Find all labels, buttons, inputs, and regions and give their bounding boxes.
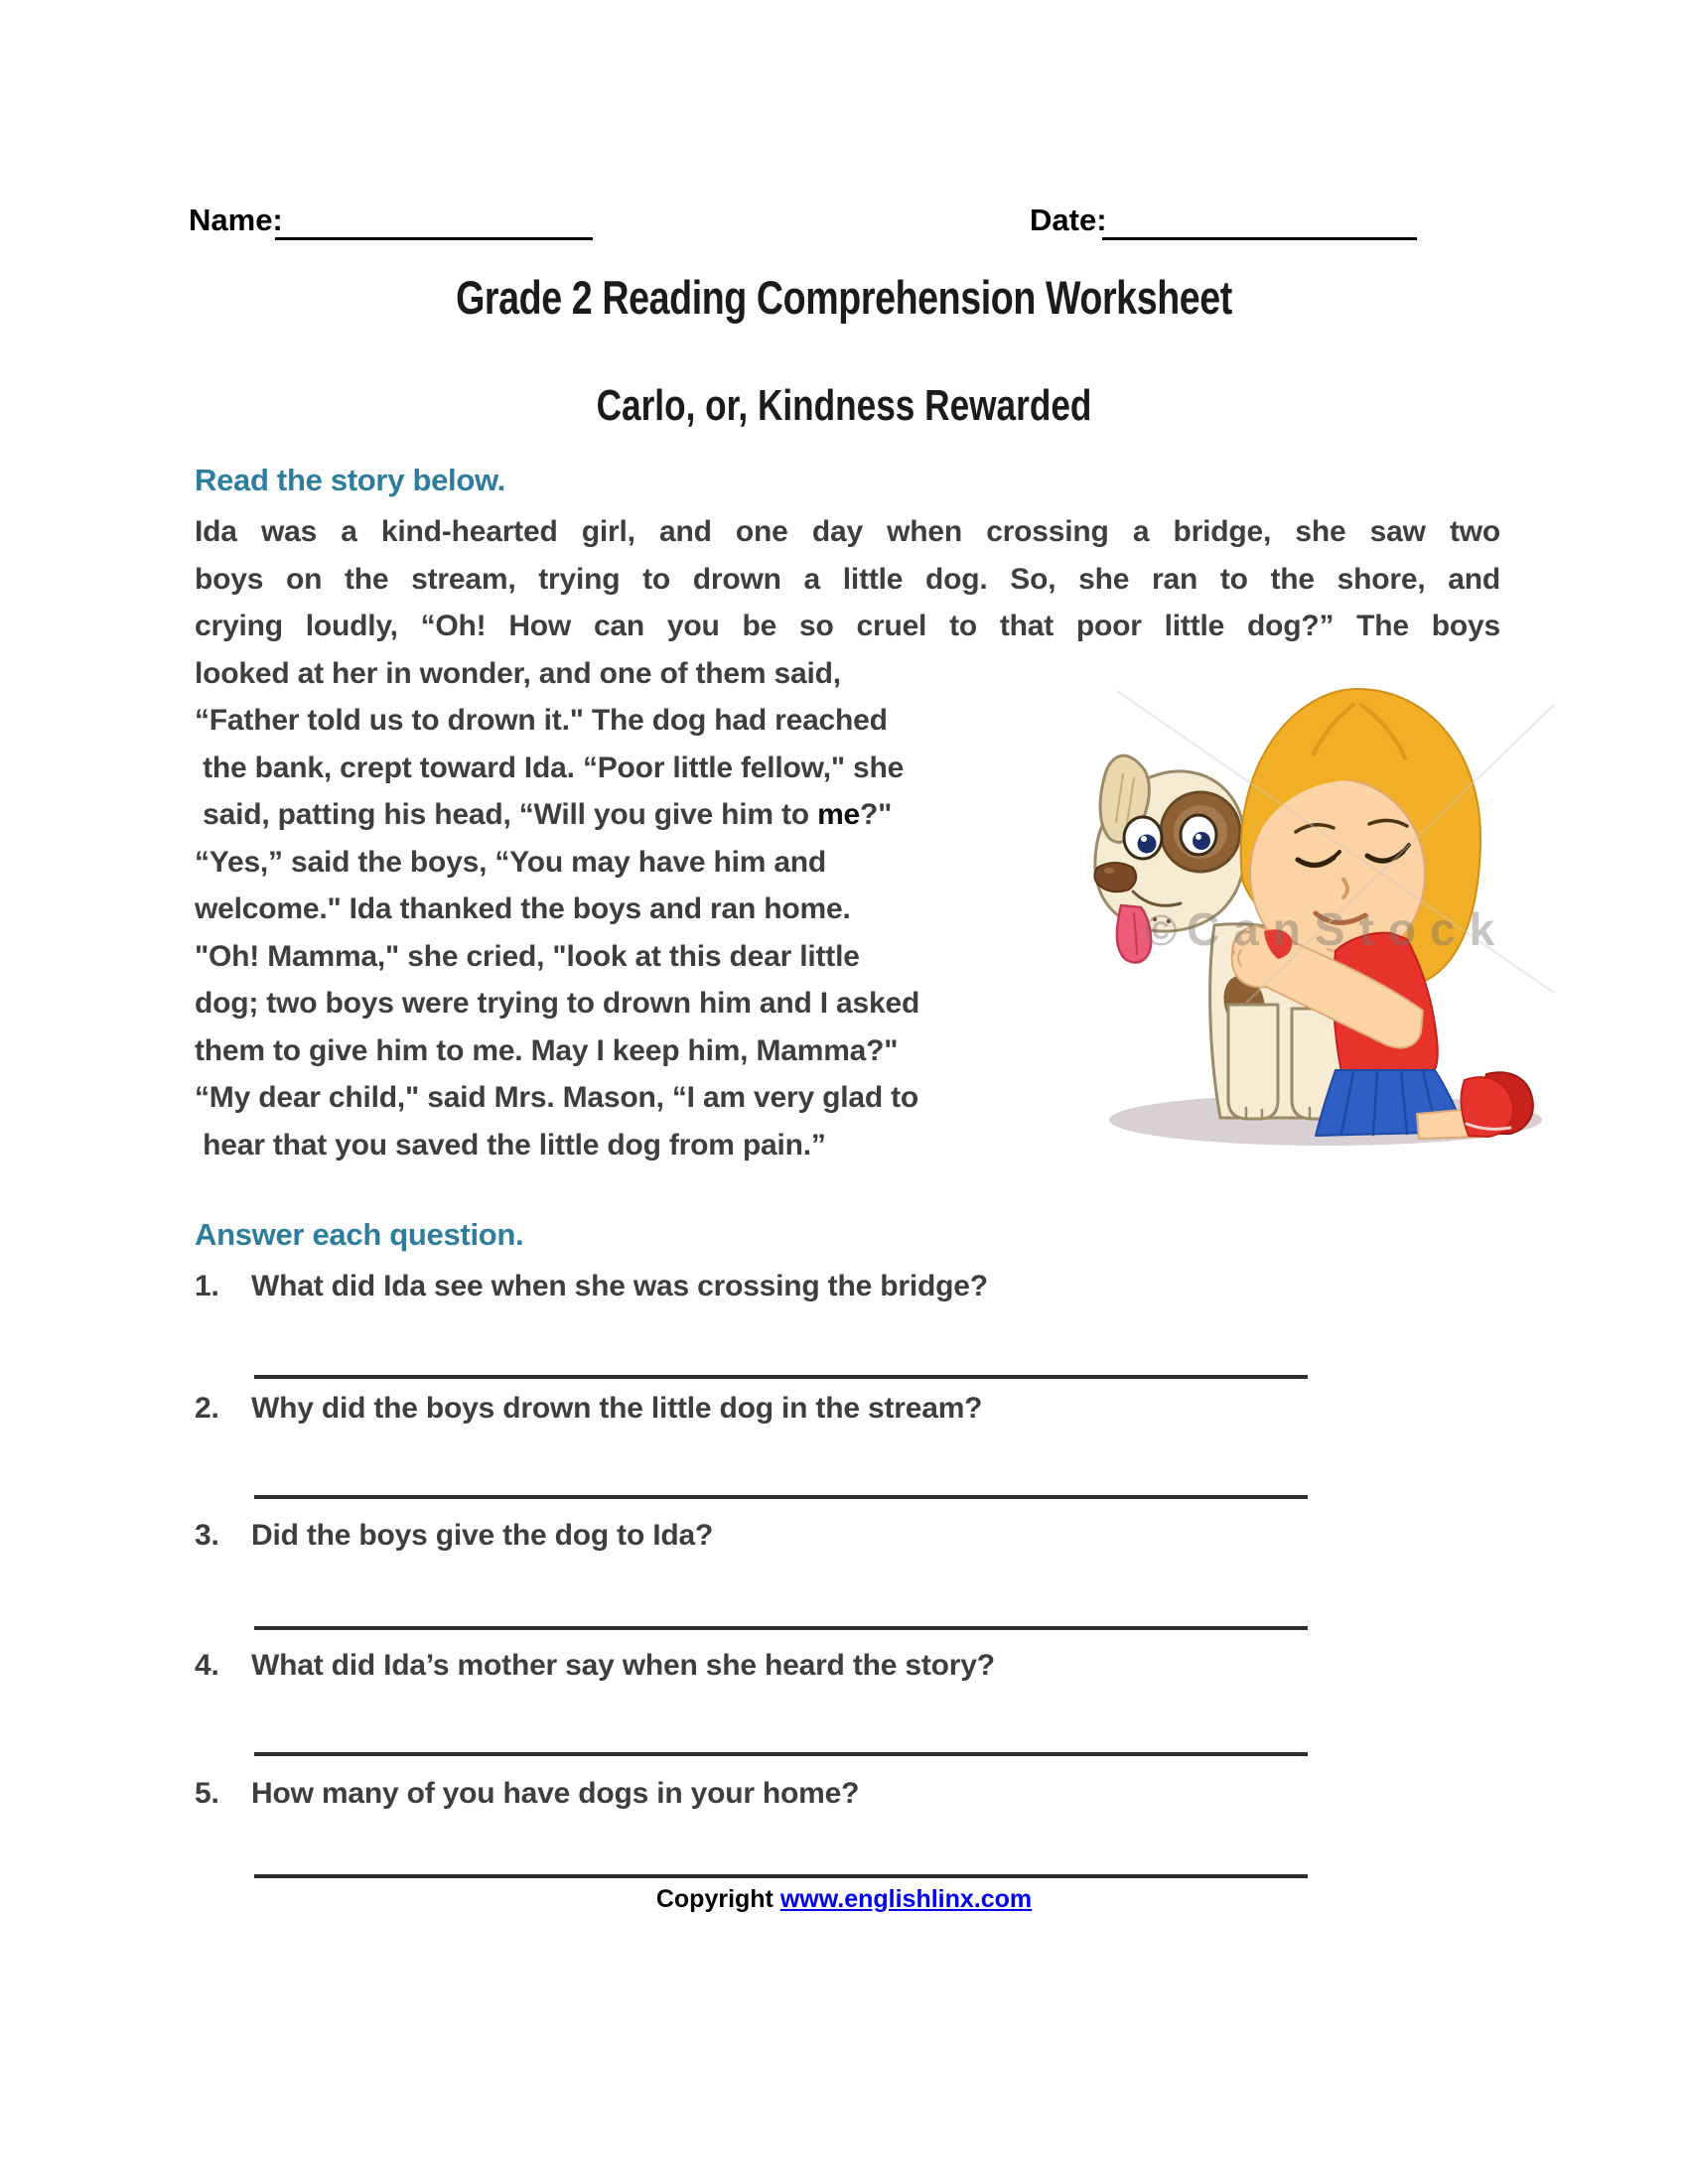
story-line: the bank, crept toward Ida. “Poor little fellow," she xyxy=(195,751,905,784)
watermark-text: CanStock xyxy=(1187,903,1509,955)
question-number: 4. xyxy=(195,1649,219,1682)
story-line: hear that you saved the little dog from pain.” xyxy=(195,1128,826,1161)
story-line: “My dear child," said Mrs. Mason, “I am very glad to xyxy=(195,1081,919,1114)
copyright-line xyxy=(0,1885,1688,1914)
question-item-1 xyxy=(195,1267,988,1306)
copyright-label: Copyright xyxy=(655,1885,774,1913)
story-line: boys on the stream, trying to drown a little dog. So, she ran to the shore, and xyxy=(195,562,1500,596)
story-line: Ida was a kind-hearted girl, and one day when crossing a bridge, she saw two xyxy=(195,515,1500,548)
story-text: ?" xyxy=(860,798,893,831)
story-line: looked at her in wonder, and one of them said, xyxy=(195,656,841,690)
question-item-5 xyxy=(195,1774,859,1814)
story-line: dog; two boys were trying to drown him and I asked xyxy=(195,987,920,1020)
answer-line-2 xyxy=(254,1495,1308,1499)
question-number: 2. xyxy=(195,1392,219,1425)
story-line: “Father told us to drown it." The dog had reached xyxy=(195,704,888,737)
date-label: Date: xyxy=(1030,203,1107,237)
date-blank-line xyxy=(1102,237,1417,240)
story-line: them to give him to me. May I keep him, Mamma?" xyxy=(195,1033,899,1067)
question-item-2 xyxy=(195,1389,982,1429)
copyright-link[interactable]: www.englishlinx.com xyxy=(779,1885,1033,1913)
read-instruction: Read the story below. xyxy=(195,463,505,497)
story-text: said, patting his head, “Will you give him to xyxy=(195,798,818,831)
answer-line-1 xyxy=(254,1375,1308,1379)
answer-instruction: Answer each question. xyxy=(195,1217,524,1252)
question-item-4 xyxy=(195,1646,995,1686)
worksheet-title: Grade 2 Reading Comprehension Worksheet xyxy=(456,271,1232,324)
question-number: 3. xyxy=(195,1519,219,1552)
question-item-3 xyxy=(195,1516,713,1556)
question-number: 5. xyxy=(195,1777,219,1810)
question-text: Why did the boys drown the little dog in the stream? xyxy=(251,1392,983,1425)
question-text: Did the boys give the dog to Ida? xyxy=(251,1519,714,1552)
answer-line-3 xyxy=(254,1626,1308,1630)
question-number: 1. xyxy=(195,1270,219,1302)
answer-line-5 xyxy=(254,1874,1308,1878)
question-text: What did Ida see when she was crossing the bridge? xyxy=(251,1270,988,1302)
girl-hugging-dog-illustration xyxy=(1087,675,1584,1161)
story-line: welcome." Ida thanked the boys and ran home. xyxy=(195,892,851,925)
emphasized-word: me xyxy=(817,798,861,831)
answer-line-4 xyxy=(254,1752,1308,1756)
question-text: What did Ida’s mother say when she heard the story? xyxy=(251,1649,995,1682)
story-title: Carlo, or, Kindness Rewarded xyxy=(596,381,1092,430)
watermark-symbol: © xyxy=(1145,906,1178,955)
story-line: crying loudly, “Oh! How can you be so cruel to that poor little dog?” The boys xyxy=(195,610,1500,642)
story-line: “Yes,” said the boys, “You may have him and xyxy=(195,845,827,879)
name-label: Name: xyxy=(189,203,283,237)
name-blank-line xyxy=(275,237,593,240)
question-text: How many of you have dogs in your home? xyxy=(251,1777,860,1810)
story-line: "Oh! Mamma," she cried, "look at this dear little xyxy=(195,939,860,973)
